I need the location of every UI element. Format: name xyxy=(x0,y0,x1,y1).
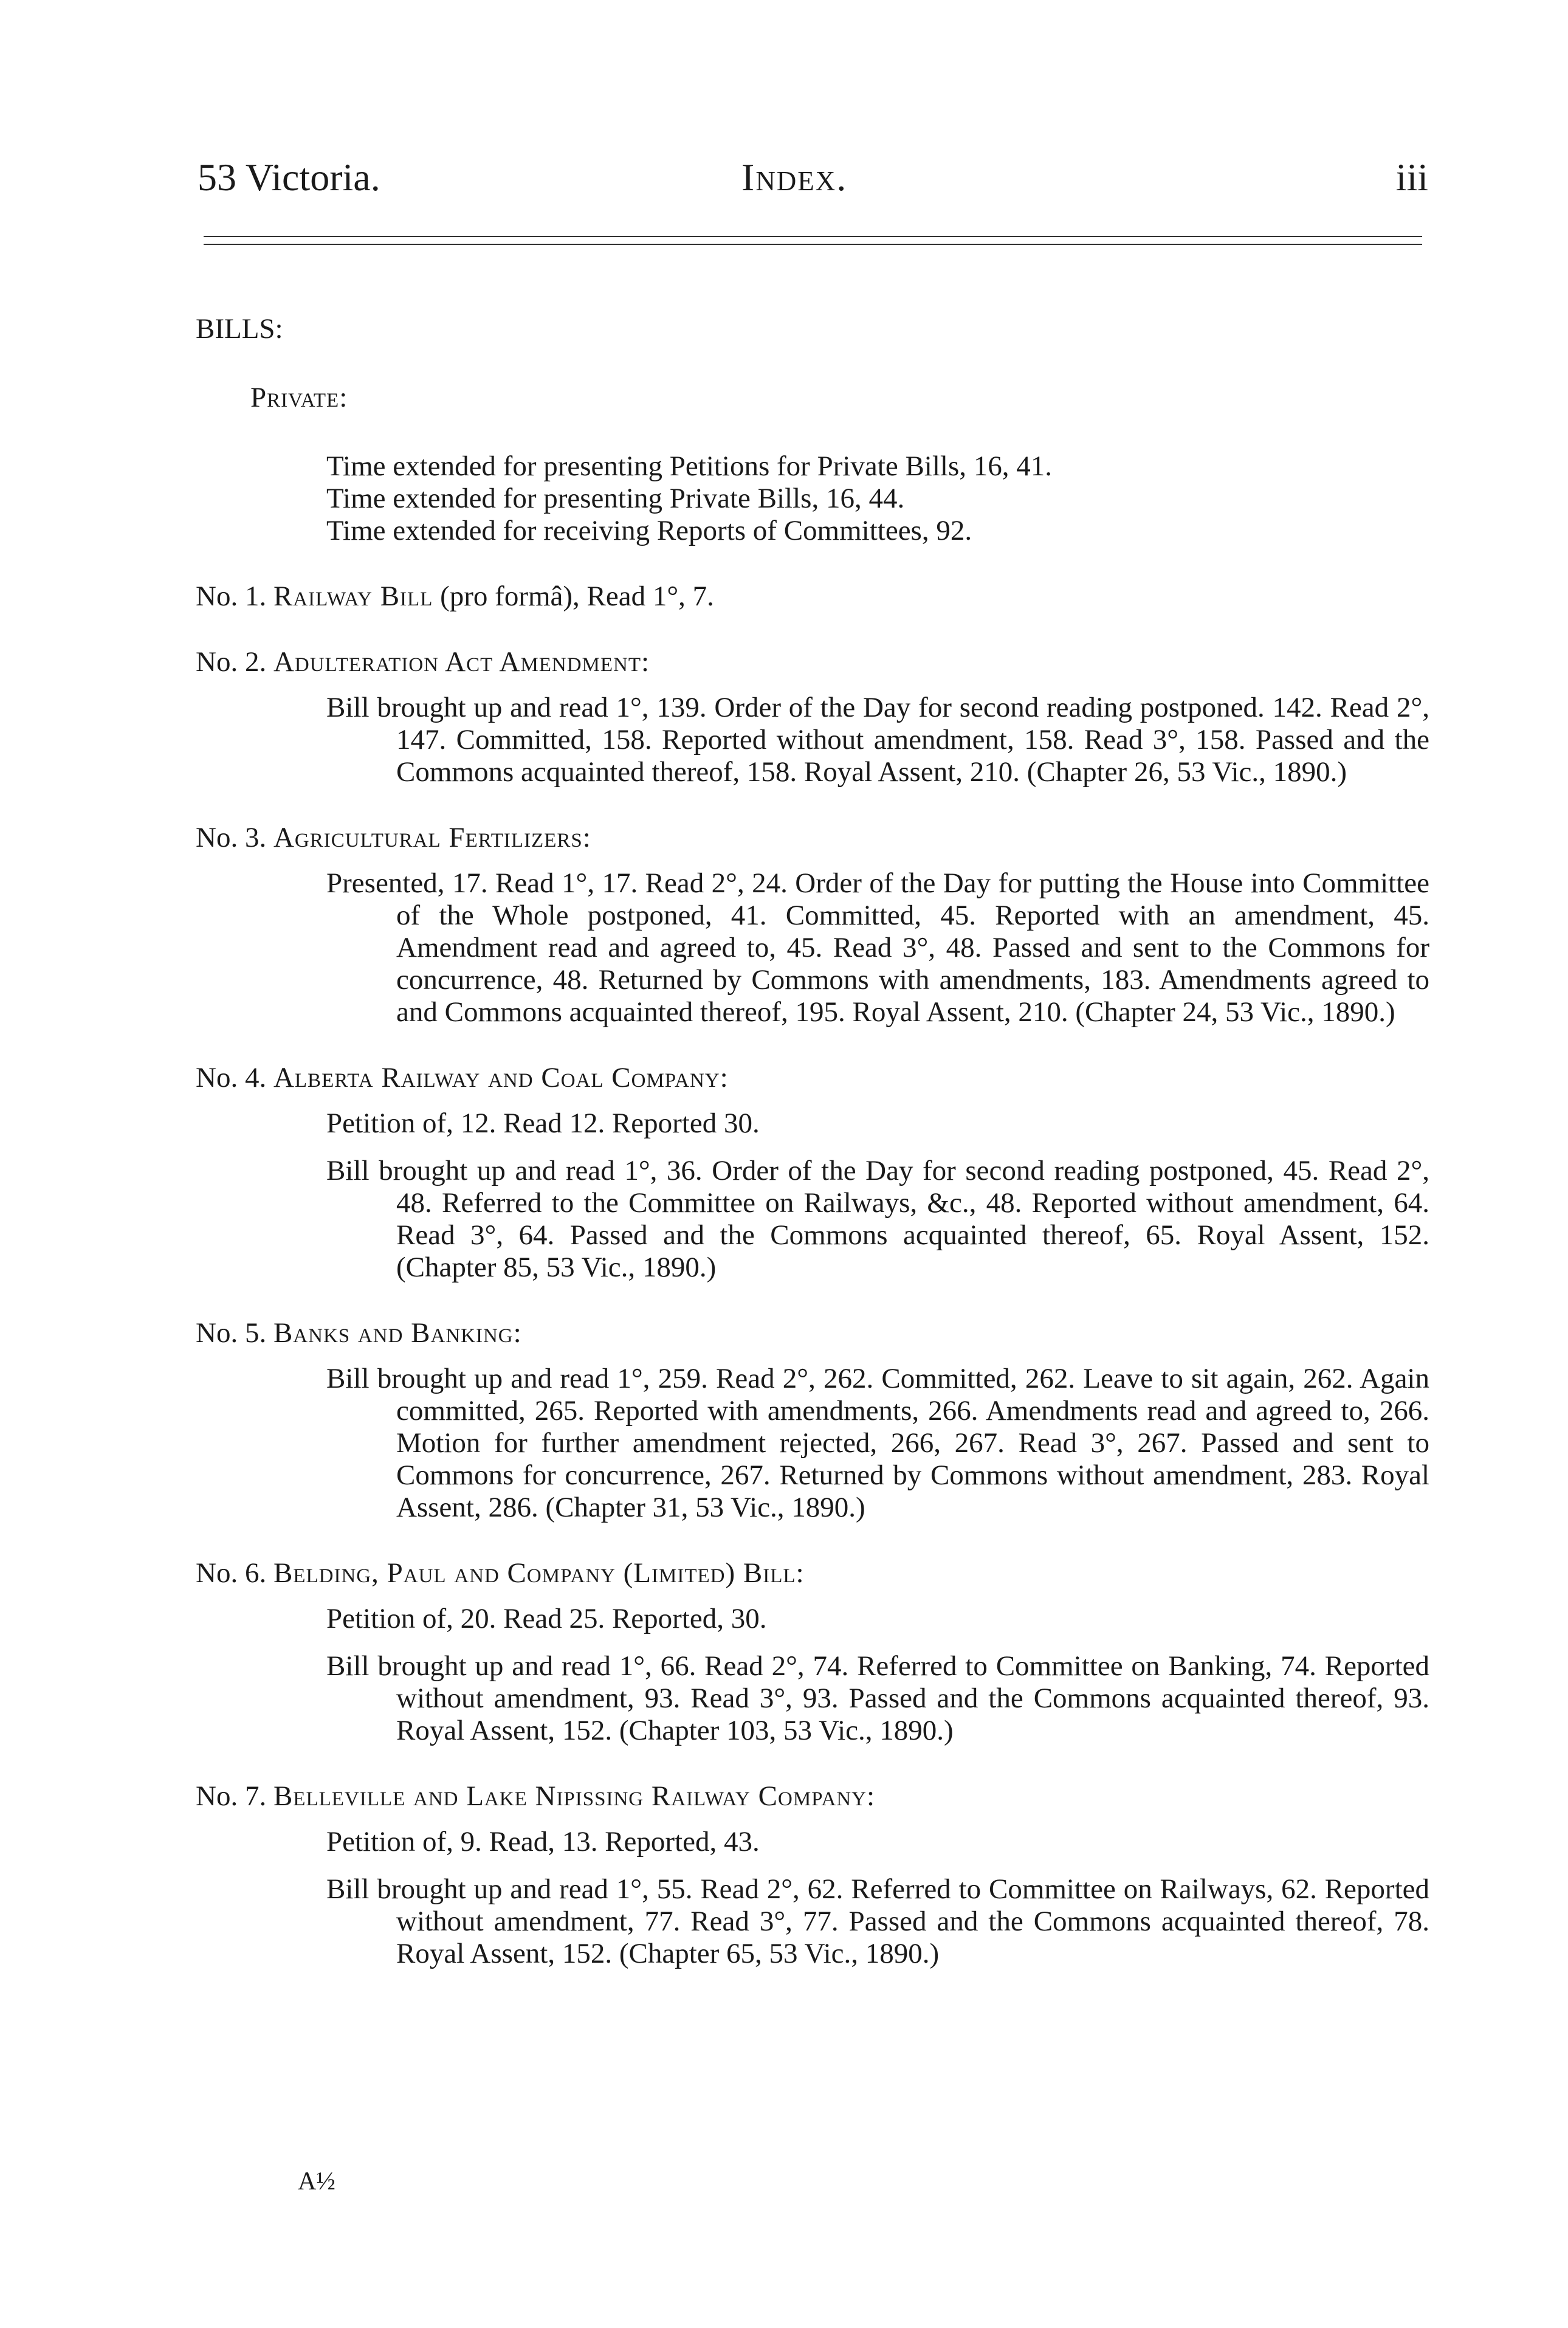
bill-paragraph: Bill brought up and read 1°, 55. Read 2°, 62. Referred to Committee on Railways, 62. Reported without amendment, 77. Read 3°, 77. Passed and the Commons acquainted thereof, 78. Royal Assent, 152. (Chapter 65, 53 Vic., 1890.) xyxy=(326,1873,1429,1969)
bill-paragraph: Bill brought up and read 1°, 139. Order of the Day for second reading postponed. 142. Read 2°, 147. Committed, 158. Reported without amendment, 158. Read 3°, 158. Passed and the Commons acquainted thereof, 158. Royal Assent, 210. (Chapter 26, 53 Vic., 1890.) xyxy=(326,692,1429,788)
bill-entry-heading xyxy=(196,822,1429,854)
bill-entry xyxy=(196,580,1429,613)
bill-entry-heading xyxy=(196,1557,1429,1589)
header-rule-top xyxy=(204,236,1422,237)
header-rule-bottom xyxy=(204,244,1422,245)
bill-number: No. 6. xyxy=(196,1557,267,1589)
bill-paragraph: Petition of, 20. Read 25. Reported, 30. xyxy=(326,1603,767,1634)
header-page-number: iii xyxy=(1395,156,1428,199)
bill-paragraph: Bill brought up and read 1°, 66. Read 2°, 74. Referred to Committee on Banking, 74. Reported without amendment, 93. Read 3°, 93. Passed and the Commons acquainted thereof, 93. Royal Assent, 152. (Chapter 103, 53 Vic., 1890.) xyxy=(326,1650,1429,1746)
bill-entry-heading xyxy=(196,1780,1429,1813)
bill-number: No. 2. xyxy=(196,646,267,678)
bill-title: Banks and Banking: xyxy=(273,1317,522,1349)
private-line: Time extended for presenting Petitions for Private Bills, 16, 41. xyxy=(326,450,1053,482)
bill-entry xyxy=(196,1317,1429,1524)
bill-entry xyxy=(196,1062,1429,1284)
bill-entry xyxy=(196,1557,1429,1747)
bill-entry-heading xyxy=(196,646,1429,678)
bill-entry-heading xyxy=(196,580,1429,613)
bill-number: No. 5. xyxy=(196,1317,267,1349)
bill-title: Belding, Paul and Company (Limited) Bill: xyxy=(273,1557,805,1589)
bill-entry-heading xyxy=(196,1317,1429,1349)
header-left: 53 Victoria. xyxy=(198,156,380,199)
bill-entries xyxy=(196,580,1429,1970)
private-lines xyxy=(196,450,1429,547)
bill-number: No. 3. xyxy=(196,822,267,853)
subsection-title: Private: xyxy=(250,382,348,413)
bill-title-suffix: (pro formâ), Read 1°, 7. xyxy=(433,580,714,612)
bill-title: Alberta Railway and Coal Company: xyxy=(273,1062,729,1093)
bill-entry xyxy=(196,646,1429,788)
header-center: Index. xyxy=(741,156,848,199)
private-line: Time extended for receiving Reports of Committees, 92. xyxy=(326,515,972,546)
bill-entry xyxy=(196,1780,1429,1970)
bill-entry-heading xyxy=(196,1062,1429,1094)
running-header xyxy=(198,155,1428,216)
bill-entry xyxy=(196,822,1429,1028)
bill-title: Railway Bill xyxy=(273,580,433,612)
section-title: BILLS: xyxy=(196,313,283,345)
bill-title: Agricultural Fertilizers: xyxy=(273,822,591,853)
bill-paragraph: Bill brought up and read 1°, 259. Read 2°, 262. Committed, 262. Leave to sit again, 262. Again committed, 265. Reported with amendments, 266. Amendments read and agreed to, 266. Motion for further amendment rejected, 266, 267. Read 3°, 267. Passed and sent to Commons for concurrence, 267. Returned by Commons without amendment, 283. Royal Assent, 286. (Chapter 31, 53 Vic., 1890.) xyxy=(326,1363,1429,1523)
signature-mark: A½ xyxy=(298,2168,335,2195)
private-line: Time extended for presenting Private Bills, 16, 44. xyxy=(326,483,905,514)
index-content xyxy=(196,313,1429,1970)
bill-title: Adulteration Act Amendment: xyxy=(273,646,650,678)
bill-title: Belleville and Lake Nipissing Railway Company: xyxy=(273,1780,876,1812)
bill-number: No. 1. xyxy=(196,580,267,612)
bill-paragraph: Petition of, 12. Read 12. Reported 30. xyxy=(326,1107,760,1139)
bill-number: No. 7. xyxy=(196,1780,267,1812)
bill-paragraph: Bill brought up and read 1°, 36. Order of the Day for second reading postponed, 45. Read 2°, 48. Referred to the Committee on Railways, &c., 48. Reported without amendment, 64. Read 3°, 64. Passed and the Commons acquainted thereof, 65. Royal Assent, 152. (Chapter 85, 53 Vic., 1890.) xyxy=(326,1155,1429,1283)
bill-paragraph: Presented, 17. Read 1°, 17. Read 2°, 24. Order of the Day for putting the House into Committee of the Whole postponed, 41. Committed, 45. Reported with an amendment, 45. Amendment read and agreed to, 45. Read 3°, 48. Passed and sent to the Commons for concurrence, 48. Returned by Commons with amendments, 183. Amendments agreed to and Commons acquainted thereof, 195. Royal Assent, 210. (Chapter 24, 53 Vic., 1890.) xyxy=(326,867,1429,1028)
bill-number: No. 4. xyxy=(196,1062,267,1093)
bill-paragraph: Petition of, 9. Read, 13. Reported, 43. xyxy=(326,1826,760,1858)
